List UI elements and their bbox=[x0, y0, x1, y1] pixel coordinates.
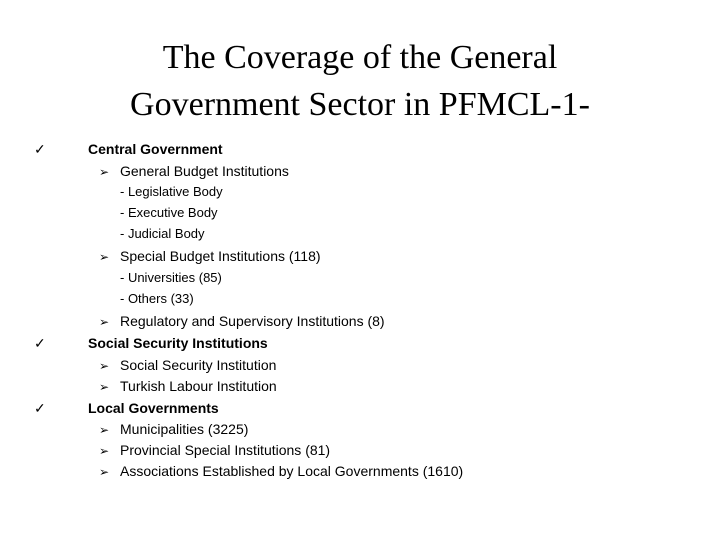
outline-item-local-governments bbox=[34, 398, 219, 418]
outline-subitem bbox=[99, 419, 248, 439]
outline-item-label: Social Security Institutions bbox=[88, 335, 268, 351]
arrow-bullet-icon: ➢ bbox=[99, 423, 110, 437]
arrow-bullet-icon: ➢ bbox=[99, 444, 110, 458]
outline-detail-item: - Others (33) bbox=[120, 291, 194, 306]
outline-detail-item: - Legislative Body bbox=[120, 184, 223, 199]
outline-subitem bbox=[99, 461, 463, 481]
outline-item-label: Central Government bbox=[88, 141, 223, 157]
arrow-bullet-icon: ➢ bbox=[99, 315, 110, 329]
arrow-bullet-icon: ➢ bbox=[99, 165, 110, 179]
outline-subitem-label: Provincial Special Institutions (81) bbox=[120, 442, 331, 458]
outline-item-central-government bbox=[34, 139, 223, 159]
outline-subitem bbox=[99, 355, 276, 375]
check-mark-icon: ✓ bbox=[34, 400, 46, 416]
outline-subitem-label: Associations Established by Local Governments (1610) bbox=[120, 463, 464, 479]
slide-title bbox=[0, 34, 720, 128]
outline-subitem bbox=[99, 376, 277, 396]
outline-subitem-label: Municipalities (3225) bbox=[120, 421, 249, 437]
check-mark-icon: ✓ bbox=[34, 141, 46, 157]
outline-subitem-label: Special Budget Institutions (118) bbox=[120, 248, 321, 264]
arrow-bullet-icon: ➢ bbox=[99, 465, 110, 479]
title-line-1: The Coverage of the General bbox=[162, 39, 558, 76]
arrow-bullet-icon: ➢ bbox=[99, 250, 110, 264]
outline-detail-item: - Judicial Body bbox=[120, 226, 205, 241]
outline-subitem-label: Turkish Labour Institution bbox=[120, 378, 277, 394]
outline-detail-item: - Executive Body bbox=[120, 205, 218, 220]
check-mark-icon: ✓ bbox=[34, 335, 46, 351]
outline-detail-item: - Universities (85) bbox=[120, 270, 222, 285]
outline-subitem-general-budget bbox=[99, 161, 289, 181]
outline-subitem bbox=[99, 440, 330, 460]
outline-subitem-label: General Budget Institutions bbox=[120, 163, 289, 179]
outline-item-label: Local Governments bbox=[88, 400, 219, 416]
arrow-bullet-icon: ➢ bbox=[99, 359, 110, 373]
arrow-bullet-icon: ➢ bbox=[99, 380, 110, 394]
outline-subitem-regulatory bbox=[99, 311, 385, 331]
outline-subitem-label: Social Security Institution bbox=[120, 357, 277, 373]
outline-item-social-security bbox=[34, 333, 268, 353]
outline-subitem-label: Regulatory and Supervisory Institutions (8) bbox=[120, 313, 385, 329]
outline-subitem-special-budget bbox=[99, 246, 321, 266]
title-line-2: Government Sector in PFMCL-1- bbox=[130, 86, 590, 123]
